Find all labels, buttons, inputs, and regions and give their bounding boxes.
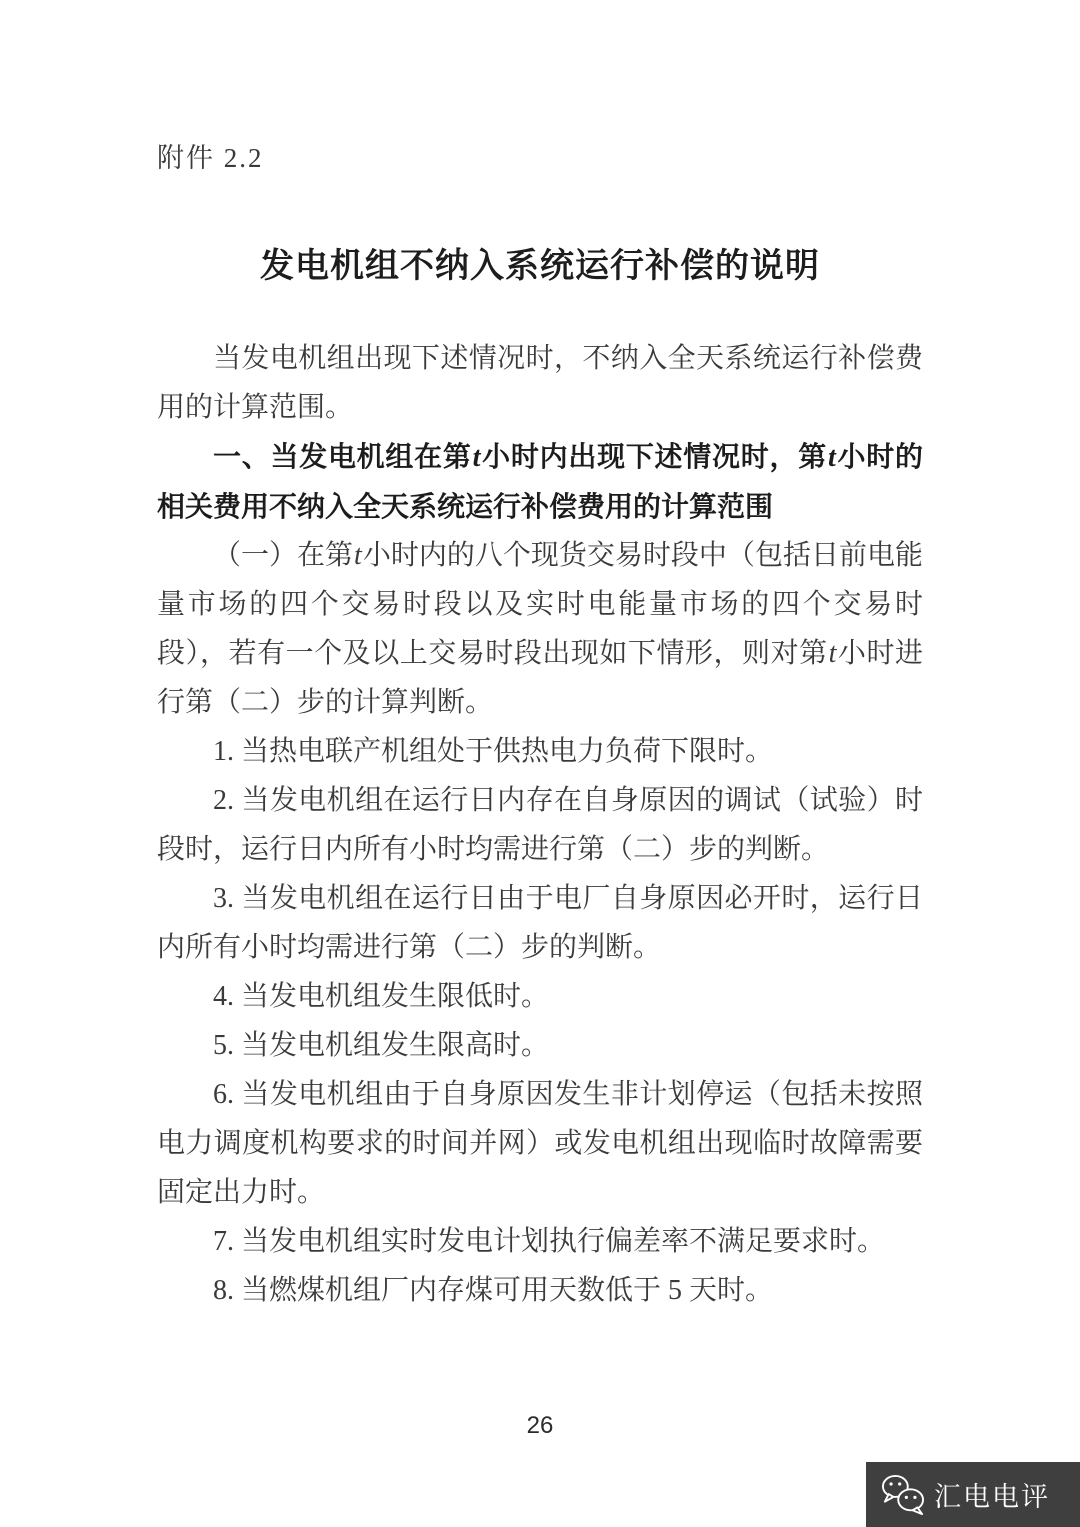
document-body	[157, 334, 923, 1315]
wechat-icon	[880, 1474, 926, 1516]
heading-text-segment: 一、当发电机组在第	[213, 441, 472, 472]
heading-text-segment: 小时内出现下述情况时，第	[481, 441, 827, 472]
clause-1-paragraph	[157, 531, 923, 727]
list-item-1: 1. 当热电联产机组处于供热电力负荷下限时。	[213, 736, 774, 767]
page-title: 发电机组不纳入系统运行补偿的说明	[260, 247, 820, 285]
watermark-label: 汇电电评	[934, 1482, 1050, 1512]
list-item-3: 3. 当发电机组在运行日由于电厂自身原因必开时，运行日内所有小时均需进行第（二）步的判断。	[157, 883, 923, 963]
page-number: 26	[526, 1412, 554, 1439]
list-item-2: 2. 当发电机组在运行日内存在自身原因的调试（试验）时段时，运行日内所有小时均需进行第（二）步的判断。	[157, 785, 923, 865]
list-item-8: 8. 当燃煤机组厂内存煤可用天数低于 5 天时。	[213, 1275, 774, 1306]
section-1-heading	[157, 432, 923, 531]
watermark-badge	[866, 1462, 1080, 1527]
list-item-7: 7. 当发电机组实时发电计划执行偏差率不满足要求时。	[213, 1226, 886, 1257]
clause-text-segment: （一）在第	[213, 540, 354, 571]
clause-text-segment: 小时进行第（二）步的计算判断。	[157, 638, 923, 718]
variable-t: t	[472, 442, 481, 473]
clause-text-segment: 小时内的八个现货交易时段中（包括日前电能量市场的四个交易时段以及实时电能量市场的四个交易时段），若有一个及以上交易时段出现如下情形，则对第	[157, 540, 923, 669]
intro-paragraph: 当发电机组出现下述情况时，不纳入全天系统运行补偿费用的计算范围。	[157, 343, 923, 423]
attachment-label: 附件 2.2	[157, 143, 264, 173]
variable-t: t	[354, 540, 362, 571]
list-item-4: 4. 当发电机组发生限低时。	[213, 981, 550, 1012]
variable-t: t	[827, 442, 836, 473]
list-item-5: 5. 当发电机组发生限高时。	[213, 1030, 550, 1061]
heading-text-segment: 小时的相关费用不纳入全天系统运行补偿费用的计算范围	[157, 441, 923, 522]
variable-t: t	[828, 638, 837, 669]
list-item-6: 6. 当发电机组由于自身原因发生非计划停运（包括未按照电力调度机构要求的时间并网）或发电机组出现临时故障需要固定出力时。	[157, 1079, 923, 1208]
